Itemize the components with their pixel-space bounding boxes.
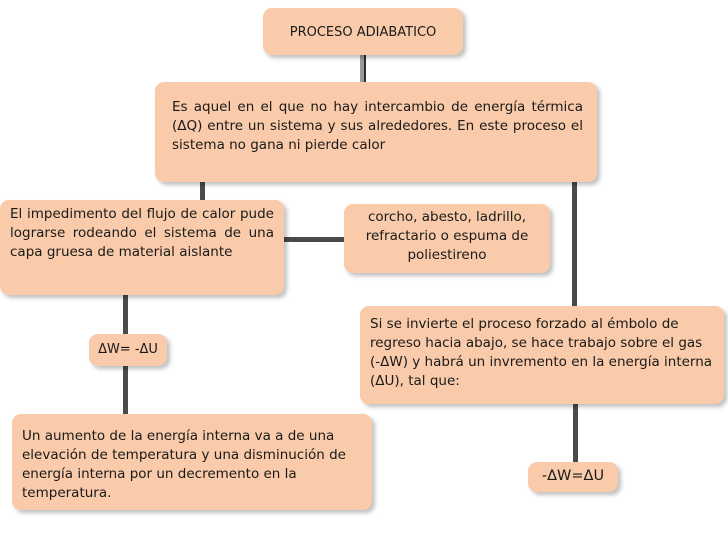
- definition-text: Es aquel en el que no hay intercambio de energía térmica (ΔQ) entre un sistema y sus alrededores. En este proceso el sistema no gana ni pierde calor: [172, 99, 583, 153]
- connector-impediment-materials: [284, 237, 344, 242]
- connector-reverse-equation: [573, 402, 578, 462]
- materials-node: [344, 204, 550, 273]
- reverse-process-node: [360, 306, 724, 404]
- impediment-node: [0, 200, 284, 295]
- connector-impediment-equation: [123, 292, 128, 334]
- impediment-text: El impedimento del flujo de calor pude lograrse rodeando el sistema de una capa gruesa de material aislante: [10, 206, 274, 260]
- title-node: [263, 8, 463, 55]
- title-text: PROCESO ADIABATICO: [289, 25, 437, 40]
- equation-left-node: [89, 334, 167, 366]
- connector-definition-reverse: [572, 180, 577, 310]
- materials-text: corcho, abesto, ladrillo, refractario o espuma de poliestireno: [365, 209, 529, 263]
- reverse-process-text: Si se invierte el proceso forzado al émbolo de regreso hacia abajo, se hace trabajo sobre el gas (-ΔW) y habrá un invremento en la energía interna (ΔU), tal que:: [370, 316, 713, 389]
- equation-right-text: -ΔW=ΔU: [541, 468, 605, 484]
- equation-left-text: ΔW= -ΔU: [98, 342, 158, 357]
- equation-right-node: [528, 462, 618, 492]
- connector-equation-energy: [123, 366, 128, 414]
- connector-title-definition-shade: [364, 55, 366, 85]
- energy-increase-node: [12, 414, 372, 510]
- definition-node: [155, 82, 597, 182]
- energy-increase-text: Un aumento de la energía interna va a de una elevación de temperatura y una disminución de energía interna por un decremento en la temperatura.: [22, 428, 346, 501]
